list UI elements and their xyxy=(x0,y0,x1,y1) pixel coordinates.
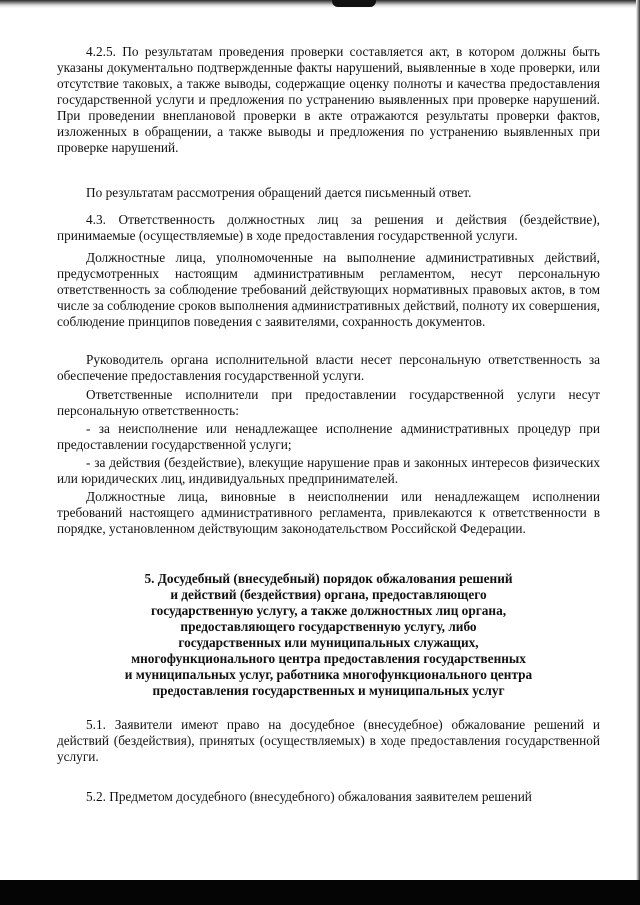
heading-line: государственных или муниципальных служащих, xyxy=(178,635,479,650)
paragraph-head-text: Руководитель органа исполнительной власти несет персональную ответственность за обеспечение предоставления государственной услуги. xyxy=(57,352,600,383)
paragraph-written-answer xyxy=(57,185,600,201)
paragraph-4-3-text: 4.3. Ответственность должностных лиц за решения и действия (бездействие), принимаемые (осуществляемые) в ходе предоставления государственной услуги. xyxy=(57,212,600,243)
paragraph-4-2-5-text: 4.2.5. По результатам проведения проверки составляется акт, в котором должны быть указаны документально подтвержденные факты нарушений, выявленные в ходе проверки, или отсутствие таковых, а также выводы, содержащие оценку полноты и качества предоставления государственной услуги и предложения по устранению выявленных при проверке нарушений. При проведении внеплановой проверки в акте отражаются результаты проверки фактов, изложенных в обращении, а также выводы и предложения по устранению выявленных при проверке нарушений. xyxy=(57,44,600,155)
heading-line: и действий (бездействия) органа, предоставляющего xyxy=(170,587,487,602)
list-item-2-text: - за действия (бездействие), влекущие нарушение прав и законных интересов физических или юридических лиц, индивидуальных предпринимателей. xyxy=(57,455,600,486)
heading-line: предоставляющего государственную услугу, либо xyxy=(180,619,477,634)
paragraph-4-2-5 xyxy=(57,44,600,156)
paragraph-5-2-text: 5.2. Предметом досудебного (внесудебного) обжалования заявителем решений xyxy=(86,789,532,804)
paragraph-4-3 xyxy=(57,212,600,244)
heading-line: и муниципальных услуг, работника многофункционального центра xyxy=(124,667,533,682)
section-5-heading xyxy=(57,571,600,699)
heading-line: предоставления государственных и муниципальных услуг xyxy=(152,683,505,698)
paragraph-5-1 xyxy=(57,717,600,765)
scan-top-shadow xyxy=(0,0,640,8)
paragraph-executors xyxy=(57,387,600,419)
heading-line: государственную услугу, а также должностных лиц органа, xyxy=(150,603,507,618)
list-item-2 xyxy=(57,455,600,487)
paragraph-guilty xyxy=(57,489,600,537)
heading-line: многофункционального центра предоставления государственных xyxy=(131,651,526,666)
list-item-1-text: - за неисполнение или ненадлежащее исполнение административных процедур при предоставлении государственной услуги; xyxy=(57,421,600,452)
paragraph-officials xyxy=(57,250,600,330)
paragraph-executors-text: Ответственные исполнители при предоставлении государственной услуги несут персональную ответственность: xyxy=(57,387,600,418)
heading-line: 5. Досудебный (внесудебный) порядок обжалования решений xyxy=(144,571,513,586)
scan-top-mark xyxy=(332,0,376,7)
scan-right-edge xyxy=(636,0,640,905)
paragraph-5-2 xyxy=(57,789,600,805)
paragraph-5-1-text: 5.1. Заявители имеют право на досудебное (внесудебное) обжалование решений и действий (бездействия), принятых (осуществляемых) в ходе предоставления государственной услуги. xyxy=(57,717,600,764)
scan-bottom-edge xyxy=(0,880,640,905)
paragraph-head xyxy=(57,352,600,384)
list-item-1 xyxy=(57,421,600,453)
paragraph-officials-text: Должностные лица, уполномоченные на выполнение административных действий, предусмотренных настоящим административным регламентом, несут персональную ответственность за соблюдение требований действующих нормативных правовых актов, в том числе за соблюдение сроков выполнения административных действий, полноту их совершения, соблюдение принципов поведения с заявителями, сохранность документов. xyxy=(57,250,600,329)
paragraph-guilty-text: Должностные лица, виновные в неисполнении или ненадлежащем исполнении требований настоящего административного регламента, привлекаются к ответственности в порядке, установленном действующим законодательством Российской Федерации. xyxy=(57,489,600,536)
paragraph-written-answer-text: По результатам рассмотрения обращений дается письменный ответ. xyxy=(86,185,472,200)
